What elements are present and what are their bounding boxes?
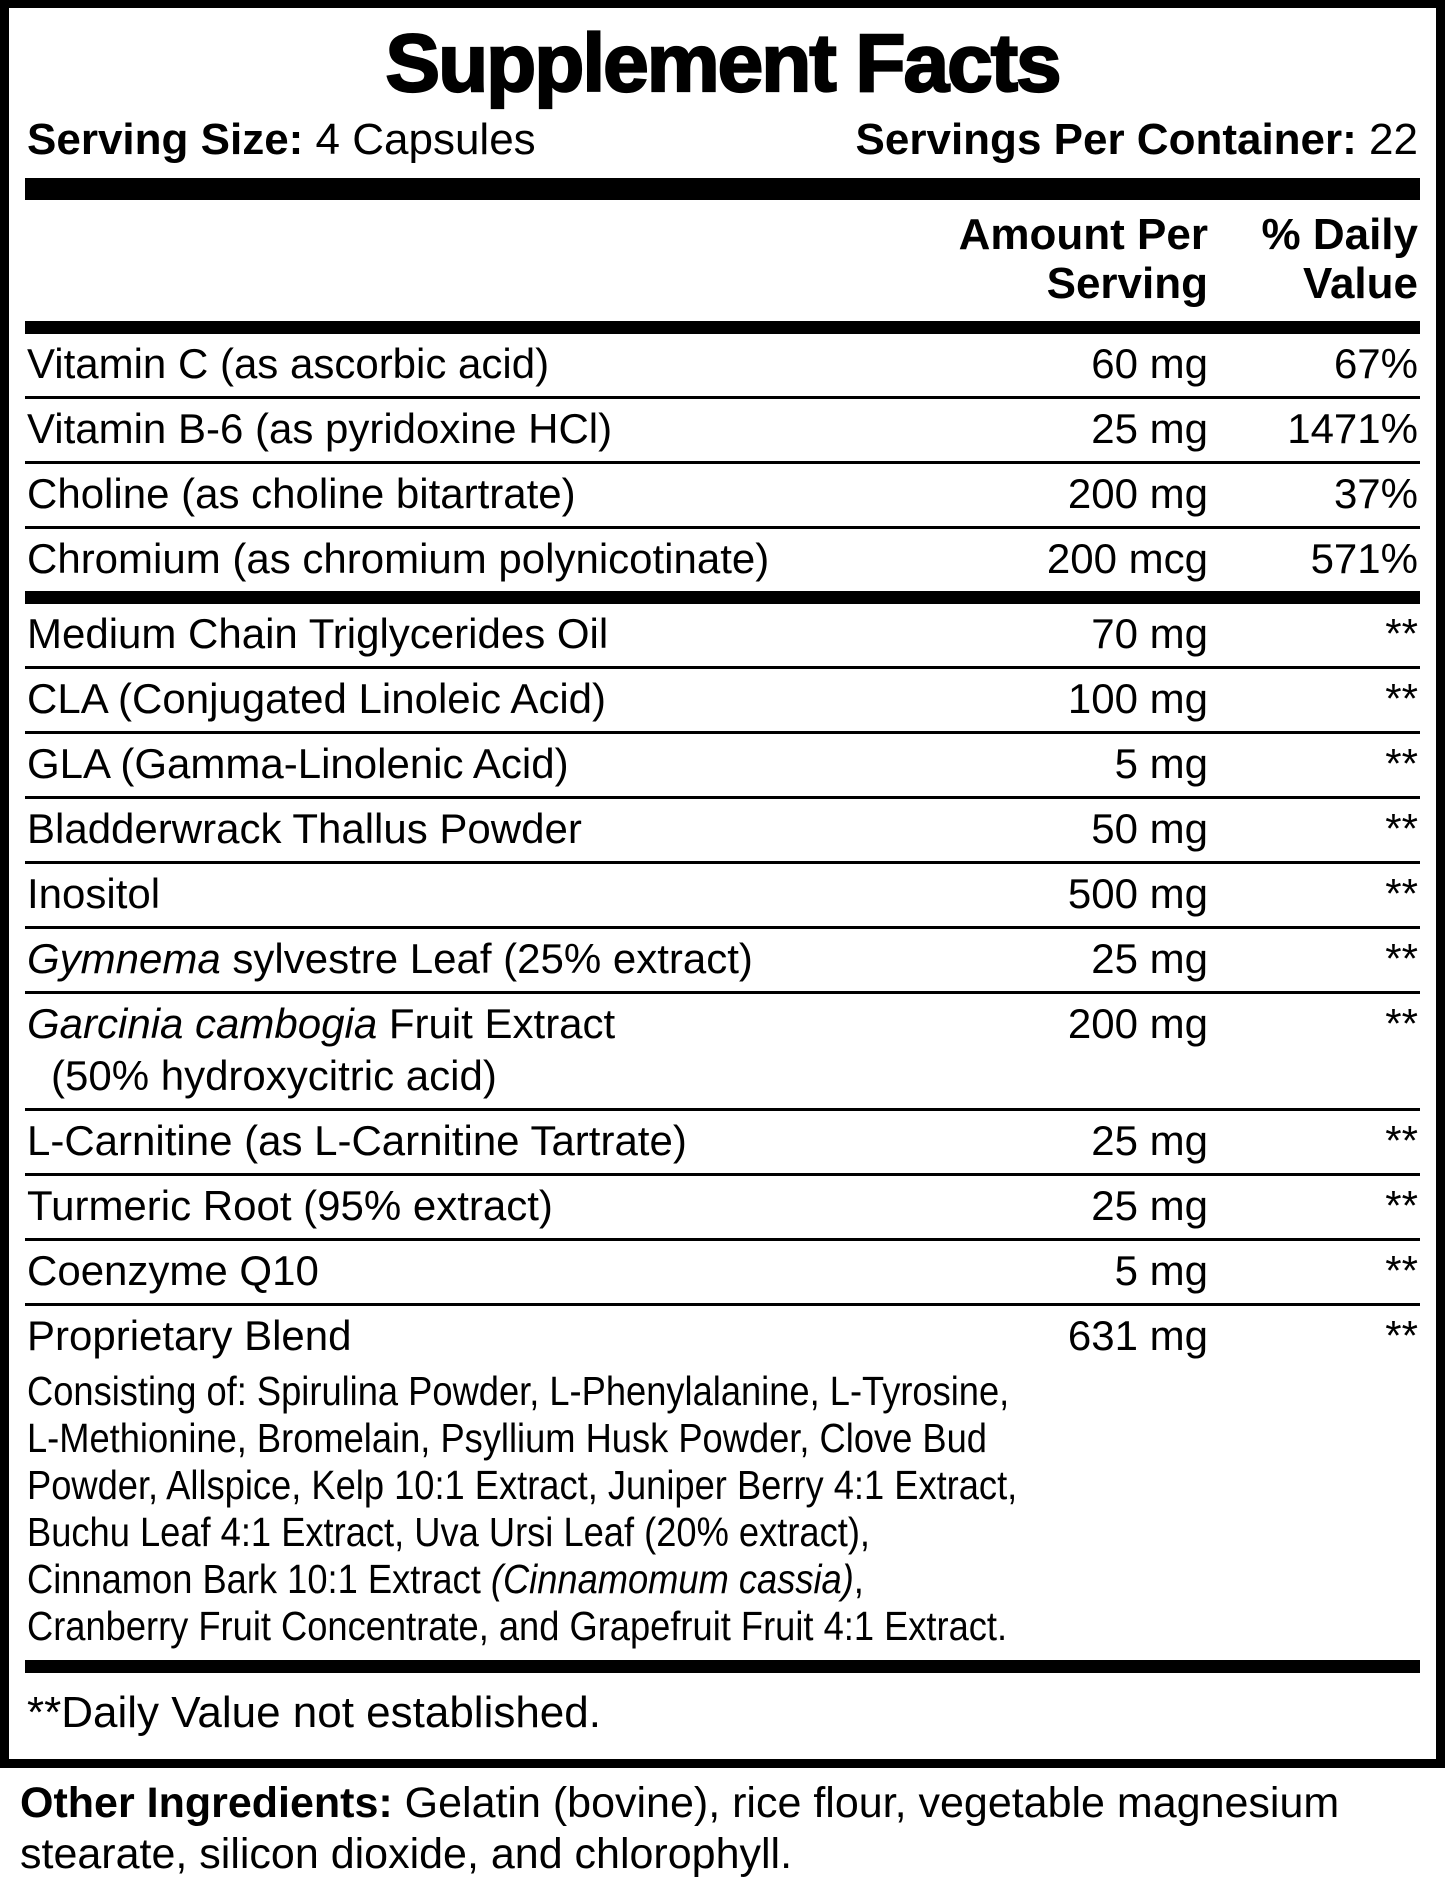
daily-value-percent: ** [1385, 1182, 1418, 1229]
ingredient-name-text: Medium Chain Triglycerides Oil [27, 610, 609, 657]
amount-per-serving-value: 25 mg [1091, 1182, 1208, 1229]
ingredient-name-text: Coenzyme Q10 [27, 1247, 319, 1294]
nutrient-name [27, 608, 1081, 660]
nutrient-row [25, 666, 1420, 731]
amount-header-line1: Amount Per [958, 210, 1208, 259]
nutrient-name [27, 868, 1058, 920]
nutrient-name [27, 468, 1058, 520]
daily-value-percent: ** [1385, 870, 1418, 917]
nutrient-name [27, 998, 1058, 1102]
amount-per-serving-header [959, 210, 1208, 308]
nutrient-row [25, 796, 1420, 861]
amount-per-serving-value: 200 mg [1067, 1000, 1208, 1047]
nutrient-name [27, 533, 1037, 585]
daily-value-percent: ** [1385, 1000, 1418, 1047]
nutrient-row [25, 1108, 1420, 1173]
ingredient-name-text: Proprietary Blend [27, 1312, 352, 1359]
nutrient-name-line2: (50% hydroxycitric acid) [51, 1052, 497, 1099]
blend-description-line [27, 1368, 1258, 1415]
page-title: Supplement Facts [385, 18, 1060, 109]
daily-value-percent: ** [1385, 1247, 1418, 1294]
ingredient-name-italic: Gymnema [27, 935, 221, 982]
ingredient-name-text: L-Methionine, Bromelain, Psyllium Husk Powder, Clove Bud [27, 1415, 987, 1461]
amount-header-line2: Serving [1046, 259, 1208, 308]
dv-header-line2: Value [1303, 259, 1418, 308]
other-ingredients-text: Gelatin (bovine), rice flour, vegetable magnesium stearate, silicon dioxide, and chlorophyll. [20, 1779, 1340, 1878]
daily-value-percent: 67% [1333, 340, 1418, 387]
ingredient-name-text: GLA (Gamma-Linolenic Acid) [27, 740, 569, 787]
nutrient-name [27, 1115, 1081, 1167]
nutrient-name [27, 933, 1081, 985]
blend-description-line [27, 1415, 1258, 1462]
daily-value-percent: ** [1385, 805, 1418, 852]
nutrient-row [25, 731, 1420, 796]
nutrient-name [27, 1310, 1058, 1362]
nutrient-row [25, 1303, 1420, 1368]
amount-per-serving-value: 25 mg [1091, 1117, 1208, 1164]
amount-per-serving-value: 200 mcg [1046, 535, 1208, 582]
amount-per-serving-value: 25 mg [1091, 405, 1208, 452]
daily-value-percent: ** [1385, 1312, 1418, 1359]
daily-value-percent: ** [1385, 935, 1418, 982]
serving-size [27, 114, 536, 166]
ingredient-name-text: Chromium (as chromium polynicotinate) [27, 535, 770, 582]
other-ingredients-label: Other Ingredients: [20, 1779, 393, 1827]
ingredient-name-text: Consisting of: Spirulina Powder, L-Phenylalanine, L-Tyrosine, [27, 1368, 1010, 1414]
nutrient-name [27, 738, 1105, 790]
section-divider-bottom [25, 1660, 1420, 1673]
daily-value-percent: 37% [1333, 470, 1418, 517]
nutrient-row [25, 461, 1420, 526]
nutrient-row [25, 1238, 1420, 1303]
daily-value-header [1218, 210, 1418, 308]
ingredient-name-text: Choline (as choline bitartrate) [27, 470, 576, 517]
nutrient-rows [25, 334, 1420, 1660]
ingredient-name-italic: (Cinnamomum cassia) [490, 1556, 854, 1602]
section-divider [25, 321, 1420, 334]
amount-per-serving-value: 500 mg [1067, 870, 1208, 917]
ingredient-name-text: Cinnamon Bark 10:1 Extract [27, 1556, 491, 1602]
nutrient-row [25, 396, 1420, 461]
section-divider-thick [25, 178, 1420, 200]
servings-per-container [856, 114, 1418, 166]
amount-per-serving-value: 25 mg [1091, 935, 1208, 982]
amount-per-serving-value: 70 mg [1091, 610, 1208, 657]
nutrient-row [25, 604, 1420, 666]
dv-header-line1: % Daily [1261, 210, 1418, 259]
daily-value-percent: 1471% [1287, 405, 1418, 452]
header-spacer [27, 210, 949, 308]
nutrient-name [27, 1245, 1105, 1297]
ingredient-name-text: CLA (Conjugated Linoleic Acid) [27, 675, 607, 722]
amount-per-serving-value: 60 mg [1091, 340, 1208, 387]
nutrient-row [25, 926, 1420, 991]
ingredient-name-text: Buchu Leaf 4:1 Extract, Uva Ursi Leaf (20% extract), [27, 1509, 870, 1555]
nutrient-name [27, 403, 1081, 455]
nutrient-name [27, 338, 1081, 390]
ingredient-name-text: sylvestre Leaf (25% extract) [220, 935, 753, 982]
nutrient-row [25, 526, 1420, 591]
other-ingredients [0, 1778, 1445, 1880]
ingredient-name-text: L-Carnitine (as L-Carnitine Tartrate) [27, 1117, 687, 1164]
servings-per-container-label: Servings Per Container: [855, 115, 1357, 164]
blend-description-line [27, 1603, 1258, 1650]
ingredient-name-text: Vitamin C (as ascorbic acid) [27, 340, 550, 387]
daily-value-footnote: **Daily Value not established. [27, 1688, 601, 1737]
nutrient-row [25, 861, 1420, 926]
ingredient-name-text: , [853, 1556, 864, 1602]
ingredient-name-text: Fruit Extract [377, 1000, 616, 1047]
amount-per-serving-value: 100 mg [1067, 675, 1208, 722]
nutrient-name [27, 1180, 1081, 1232]
nutrient-row [25, 991, 1420, 1108]
daily-value-percent: ** [1385, 675, 1418, 722]
ingredient-name-text: Turmeric Root (95% extract) [27, 1182, 553, 1229]
nutrient-row [25, 1173, 1420, 1238]
ingredient-name-italic: Garcinia cambogia [27, 1000, 378, 1047]
servings-per-container-value: 22 [1369, 115, 1418, 164]
amount-per-serving-value: 50 mg [1091, 805, 1208, 852]
daily-value-percent: 571% [1310, 535, 1418, 582]
ingredient-name-text: Powder, Allspice, Kelp 10:1 Extract, Juniper Berry 4:1 Extract, [27, 1462, 1018, 1508]
nutrient-row [25, 334, 1420, 396]
serving-size-label: Serving Size: [27, 115, 304, 164]
ingredient-name-text: Inositol [27, 870, 161, 917]
blend-description-line [27, 1462, 1258, 1509]
blend-description-line [27, 1509, 1258, 1556]
daily-value-percent: ** [1385, 740, 1418, 787]
section-divider [25, 591, 1420, 604]
column-header-row [25, 200, 1420, 321]
serving-info-row [25, 112, 1420, 178]
ingredient-name-text: Vitamin B-6 (as pyridoxine HCl) [27, 405, 613, 452]
daily-value-percent: ** [1385, 1117, 1418, 1164]
daily-value-percent: ** [1385, 610, 1418, 657]
blend-description-line [27, 1556, 1258, 1603]
amount-per-serving-value: 5 mg [1114, 740, 1208, 787]
amount-per-serving-value: 200 mg [1067, 470, 1208, 517]
nutrient-name [27, 803, 1081, 855]
ingredient-name-text: Cranberry Fruit Concentrate, and Grapefruit Fruit 4:1 Extract. [27, 1603, 1008, 1649]
ingredient-name-text: Bladderwrack Thallus Powder [27, 805, 582, 852]
amount-per-serving-value: 5 mg [1114, 1247, 1208, 1294]
proprietary-blend-description [25, 1368, 1420, 1660]
nutrient-name [27, 673, 1058, 725]
serving-size-value: 4 Capsules [315, 115, 536, 164]
amount-per-serving-value: 631 mg [1067, 1312, 1208, 1359]
